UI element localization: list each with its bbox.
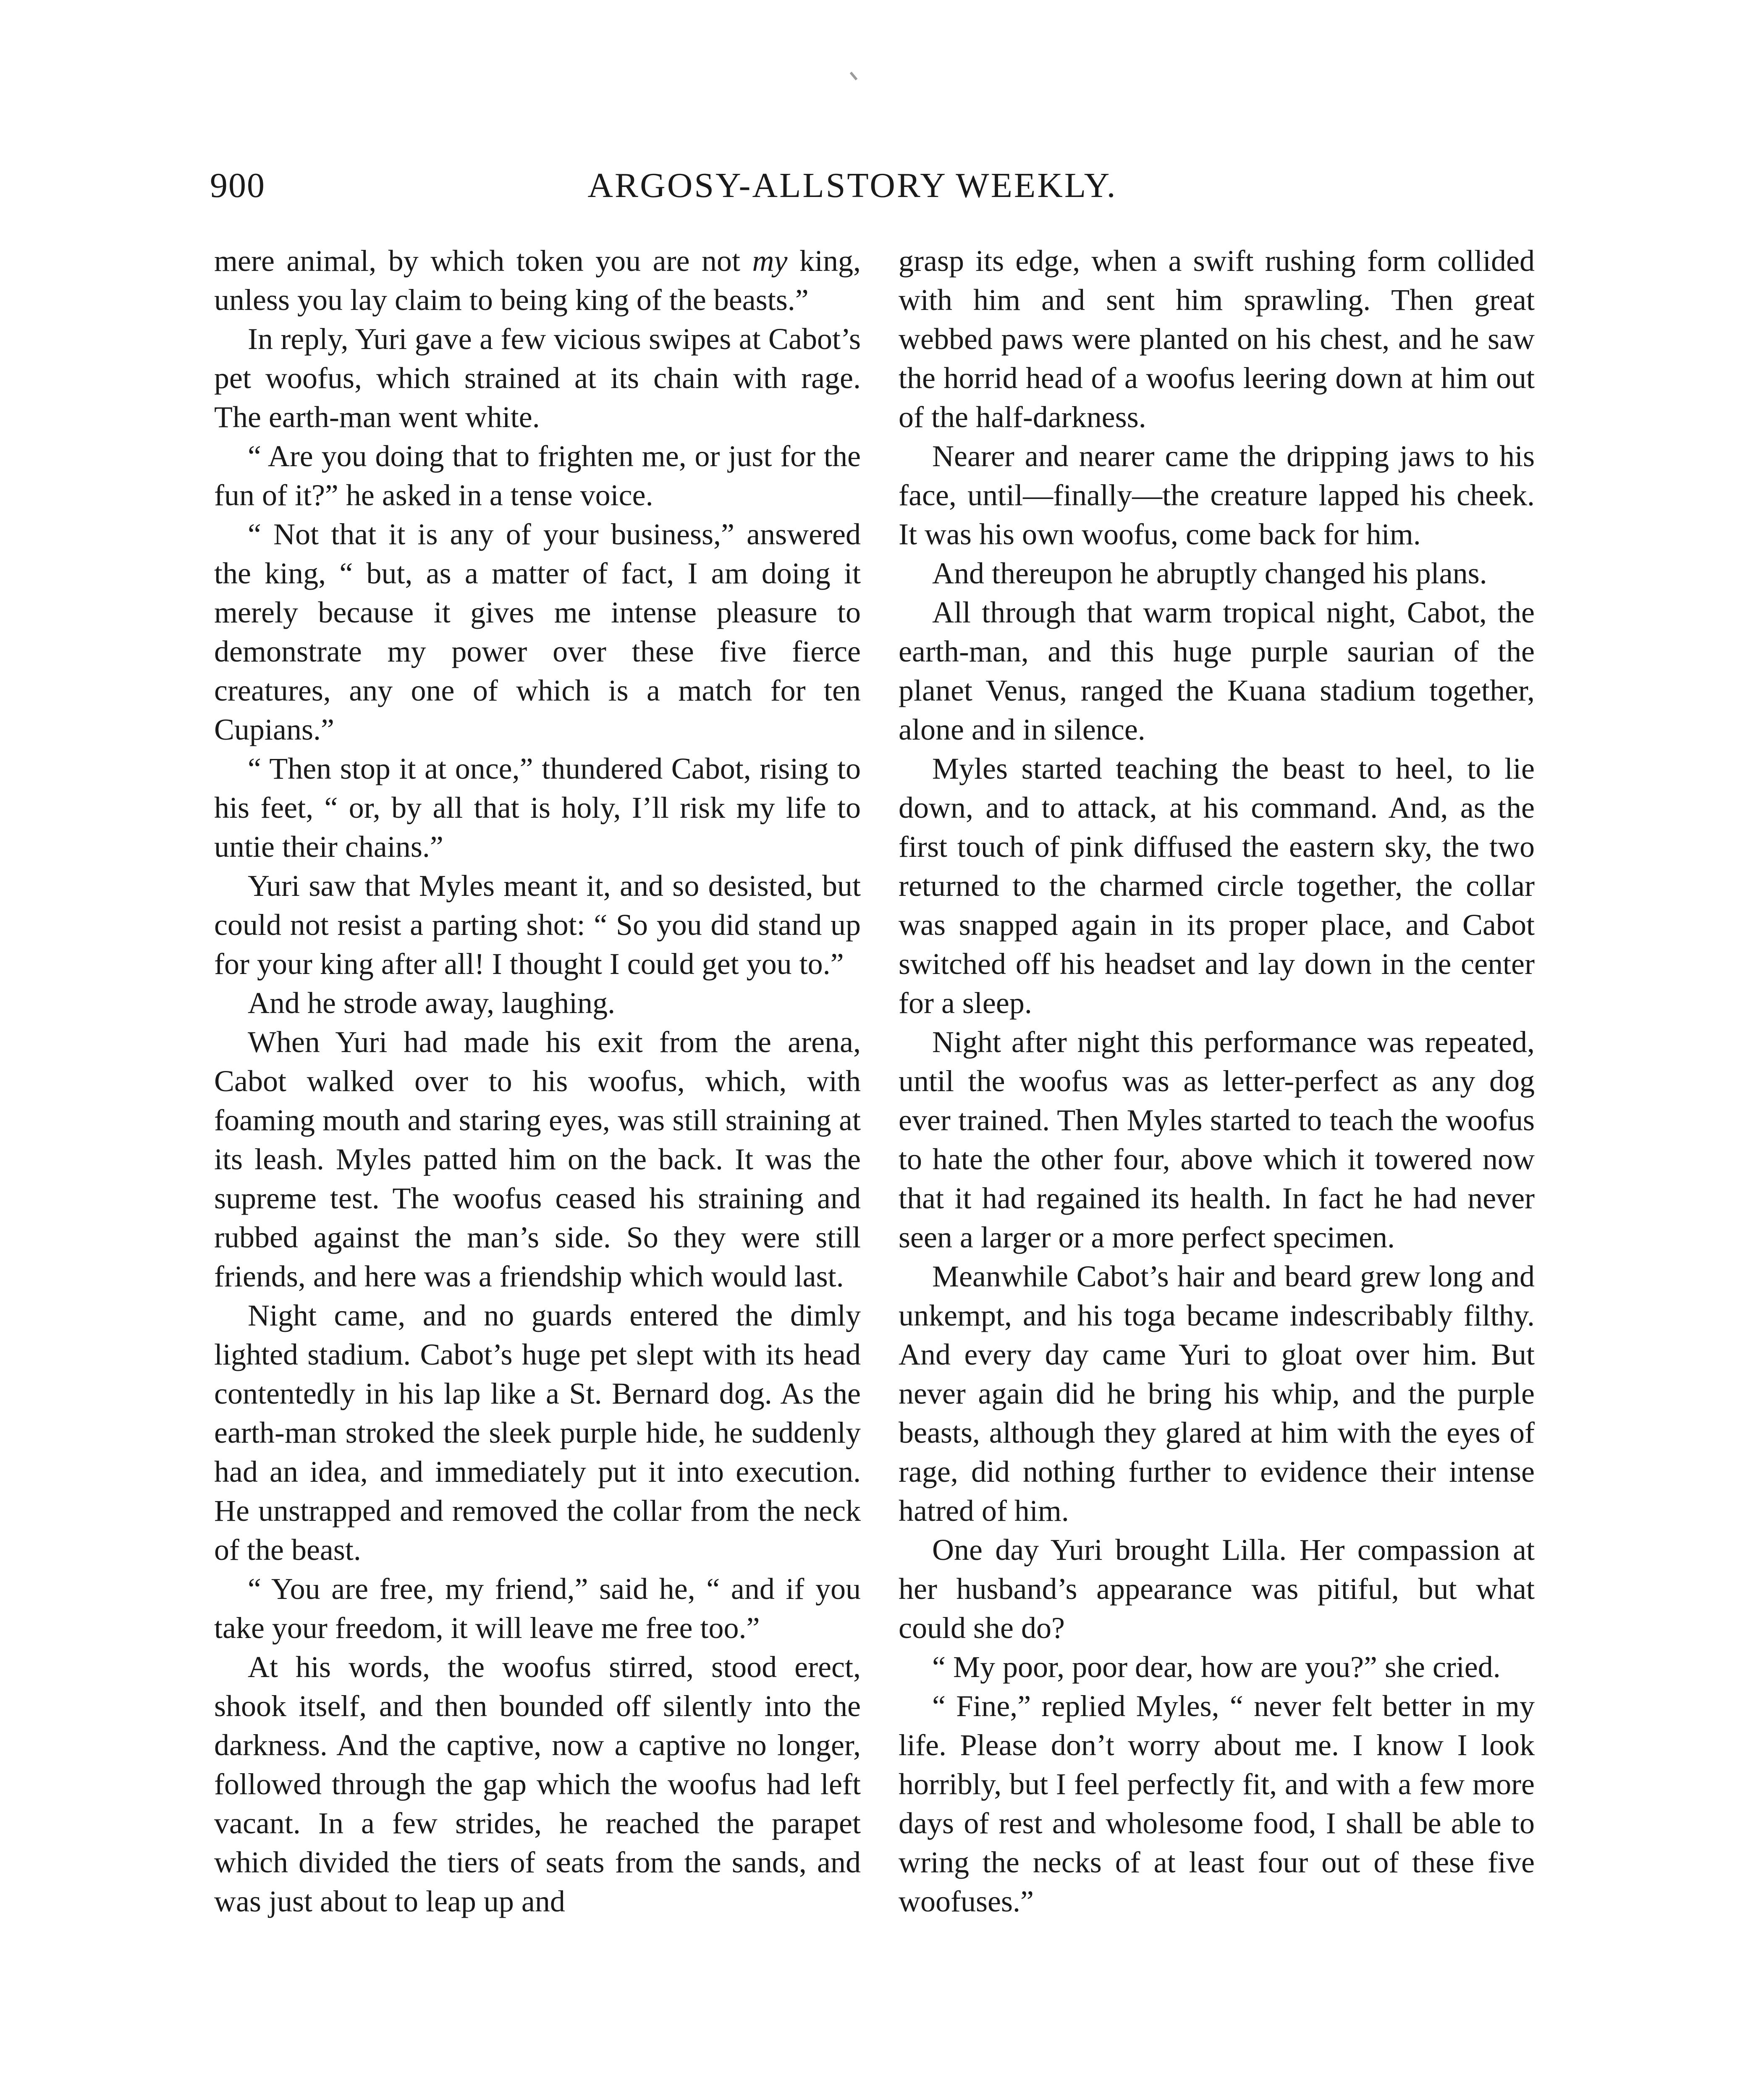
paragraph: Night came, and no guards entered the dimly lighted stadium. Cabot’s huge pet slept with its head contentedly in his lap like a St. Bernard dog. As the earth-man stroked the sleek purple hide, he suddenly had an idea, and immediately put it into execution. He unstrapped and removed the collar from the neck of the beast. — [214, 1299, 861, 1567]
paragraph: Meanwhile Cabot’s hair and beard grew long and unkempt, and his toga became indescribably filthy. And every day came Yuri to gloat over him. But never again did he bring his whip, and the purple beasts, although they glared at him with the eyes of rage, did nothing further to evidence their intense hatred of him. — [899, 1260, 1535, 1528]
paragraph: “ Then stop it at once,” thundered Cabot, rising to his feet, “ or, by all that is holy, I’ll risk my life to untie their chains.” — [214, 752, 861, 864]
left-column — [214, 242, 861, 1921]
paragraph: All through that warm tropical night, Cabot, the earth-man, and this huge purple saurian of the planet Venus, ranged the Kuana stadium together, alone and in silence. — [899, 596, 1535, 746]
paragraph: “ Are you doing that to frighten me, or just for the fun of it?” he asked in a tense voice. — [214, 439, 861, 512]
paragraph: “ You are free, my friend,” said he, “ and if you take your freedom, it will leave me free too.” — [214, 1572, 861, 1645]
paragraph: Night after night this performance was repeated, until the woofus was as letter-perfect as any dog ever trained. Then Myles started to teach the woofus to hate the other four, above which it towered now that it had regained its health. In fact he had never seen a larger or a more perfect specimen. — [899, 1025, 1535, 1254]
right-column — [899, 242, 1535, 1921]
paragraph: And he strode away, laughing. — [248, 986, 616, 1020]
paragraph: Myles started teaching the beast to heel, to lie down, and to attack, at his command. And, as the first touch of pink diffused the eastern sky, the two returned to the charmed circle together, the collar was snapped again in its proper place, and Cabot switched off his headset and lay down in the center for a sleep. — [899, 752, 1535, 1020]
paragraph: mere animal, by which token you are not my king, unless you lay claim to being king of the beasts.” — [214, 244, 861, 317]
paragraph: Nearer and nearer came the dripping jaws to his face, until—finally—the creature lapped his cheek. It was his own woofus, come back for him. — [899, 439, 1535, 551]
paragraph: grasp its edge, when a swift rushing form collided with him and sent him sprawling. Then great webbed paws were planted on his chest, and he saw the horrid head of a woofus leering down at him out of the half-darkness. — [899, 244, 1535, 434]
paragraph: And thereupon he abruptly changed his plans. — [932, 556, 1487, 590]
scan-speck — [850, 72, 858, 81]
paragraph: “ Not that it is any of your business,” answered the king, “ but, as a matter of fact, I am doing it merely because it gives me intense pleasure to demonstrate my power over these five fierce creatures, any one of which is a match for ten Cupians.” — [214, 517, 861, 746]
running-head: ARGOSY-ALLSTORY WEEKLY. — [587, 166, 1117, 205]
paragraph: At his words, the woofus stirred, stood erect, shook itself, and then bounded off silently into the darkness. And the captive, now a captive no longer, followed through the gap which the woofus had left vacant. In a few strides, he reached the parapet which divided the tiers of seats from the sands, and was just about to leap up and — [214, 1650, 861, 1918]
emphasis: my — [752, 244, 788, 278]
paragraph: One day Yuri brought Lilla. Her compassion at her husband’s appearance was pitiful, but what could she do? — [899, 1533, 1535, 1645]
page-number: 900 — [210, 166, 265, 205]
paragraph: Yuri saw that Myles meant it, and so desisted, but could not resist a parting shot: “ So you did stand up for your king after all! I thought I could get you to.” — [214, 869, 861, 981]
paragraph: “ Fine,” replied Myles, “ never felt better in my life. Please don’t worry about me. I know I look horribly, but I feel perfectly fit, and with a few more days of rest and wholesome food, I shall be able to wring the necks of at least four out of these five woofuses.” — [899, 1689, 1535, 1918]
paragraph: When Yuri had made his exit from the arena, Cabot walked over to his woofus, which, with foaming mouth and staring eyes, was still straining at its leash. Myles patted him on the back. It was the supreme test. The woofus ceased his straining and rubbed against the man’s side. So they were still friends, and here was a friendship which would last. — [214, 1025, 861, 1293]
paragraph: In reply, Yuri gave a few vicious swipes at Cabot’s pet woofus, which strained at its chain with rage. The earth-man went white. — [214, 322, 861, 434]
paragraph: “ My poor, poor dear, how are you?” she cried. — [932, 1650, 1501, 1684]
